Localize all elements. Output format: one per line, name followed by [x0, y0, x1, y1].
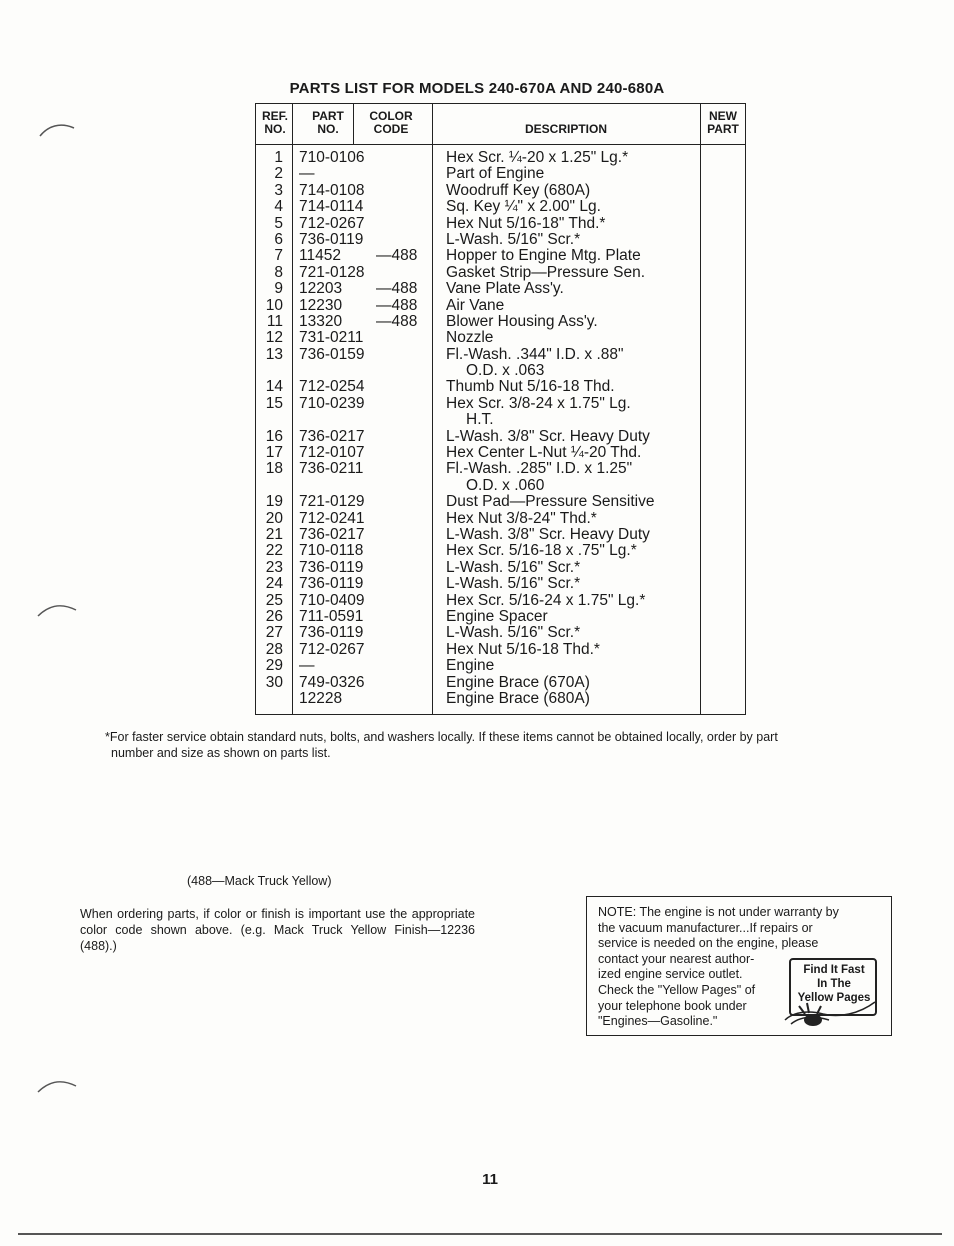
part-no-cell: 731-0211 [299, 329, 364, 347]
part-no-cell: 714-0108 [299, 181, 365, 199]
table-row [256, 625, 745, 641]
ref-no-cell: 26 [265, 607, 283, 625]
ref-no-cell: 5 [274, 214, 283, 232]
ref-no-cell: 2 [274, 165, 283, 183]
description-continuation: O.D. x .063 [466, 362, 545, 380]
description-line: Engine [446, 657, 495, 675]
ref-no-cell: 23 [265, 558, 283, 576]
part-no-cell: 736-0159 [299, 345, 365, 363]
header-color-line1: COLOR [369, 109, 413, 123]
color-code-note: (488—Mack Truck Yellow) [187, 874, 332, 888]
part-no-cell: 11452 [299, 247, 341, 265]
note-line: your telephone book under [598, 998, 747, 1013]
note-line: "Engines—Gasoline." [598, 1014, 718, 1029]
ref-no-cell: 28 [265, 640, 283, 658]
description-cell [446, 330, 493, 346]
note-line: ized engine service outlet. [598, 967, 743, 982]
description-cell [446, 216, 605, 232]
ref-no-cell: 17 [265, 444, 283, 462]
description-cell [446, 576, 580, 592]
ref-no-cell: 10 [265, 296, 283, 314]
part-no-cell: 749-0326 [299, 673, 365, 691]
part-no-cell: 736-0217 [299, 526, 365, 544]
table-row [256, 511, 745, 527]
ref-no-cell: 9 [274, 280, 283, 298]
ref-no-cell: 7 [274, 247, 283, 265]
parts-table-body [256, 150, 745, 707]
color-code-cell: —488 [376, 296, 418, 314]
color-code-cell: —488 [376, 312, 418, 330]
ref-no-cell: 27 [265, 624, 283, 642]
part-no-cell: 712-0267 [299, 214, 365, 232]
part-no-cell: 710-0409 [299, 591, 365, 609]
header-description: DESCRIPTION [524, 122, 607, 136]
part-no-cell: 736-0119 [299, 624, 364, 642]
table-row [256, 576, 745, 592]
description-cell [446, 396, 631, 429]
ref-no-cell: 24 [265, 575, 283, 593]
ref-no-cell: 16 [265, 427, 283, 445]
ref-no-cell: 6 [274, 230, 283, 248]
header-part-no [298, 110, 358, 136]
description-line: Engine Brace (680A) [446, 689, 590, 707]
description-line: Part of Engine [446, 165, 545, 183]
description-cell [446, 199, 601, 215]
description-line: Dust Pad—Pressure Sensitive [446, 493, 655, 511]
footnote-line: number and size as shown on parts list. [111, 745, 331, 760]
table-row [256, 347, 745, 380]
description-cell [446, 527, 650, 543]
table-row [256, 527, 745, 543]
table-row [256, 314, 745, 330]
description-cell [446, 593, 645, 609]
description-line: Gasket Strip—Pressure Sen. [446, 263, 645, 281]
note-line: contact your nearest author- [598, 951, 755, 966]
header-divider [256, 144, 745, 145]
description-line: Hex Scr. 5/16-24 x 1.75" Lg.* [446, 591, 646, 609]
header-new-line2: PART [707, 122, 739, 136]
part-no-cell: 736-0217 [299, 427, 365, 445]
header-ref-line1: REF. [261, 109, 288, 123]
ref-no-cell: 3 [274, 181, 283, 199]
description-line: Fl.-Wash. .285" I.D. x 1.25" [446, 460, 633, 478]
hole-punch-mark [36, 600, 80, 620]
part-no-cell: 711-0591 [299, 607, 364, 625]
hole-punch-mark [36, 1076, 80, 1096]
ref-no-cell: 19 [265, 493, 283, 511]
description-line: Engine Brace (670A) [446, 673, 590, 691]
yellow-pages-logo [789, 958, 880, 1024]
description-line: Hex Nut 3/8-24" Thd.* [446, 509, 597, 527]
ref-no-cell: 18 [265, 460, 283, 478]
table-row [256, 461, 745, 494]
table-row [256, 560, 745, 576]
description-line: L-Wash. 3/8" Scr. Heavy Duty [446, 427, 650, 445]
description-cell [446, 658, 494, 674]
part-no-cell: 736-0119 [299, 558, 364, 576]
color-code-cell: —488 [376, 247, 418, 265]
note-line: service is needed on the engine, please [598, 936, 819, 951]
header-color-code [356, 110, 426, 136]
table-row [256, 330, 745, 346]
part-no-cell: 710-0239 [299, 394, 365, 412]
table-row [256, 265, 745, 281]
logo-line: Find It Fast [803, 964, 865, 976]
description-cell [446, 560, 580, 576]
part-no-cell: — [299, 165, 315, 183]
description-continuation: H.T. [466, 411, 494, 429]
footnote [105, 730, 885, 761]
part-no-cell: 710-0106 [299, 149, 365, 166]
table-row [256, 429, 745, 445]
table-row [256, 658, 745, 674]
header-new-line1: NEW [709, 109, 737, 123]
bottom-rule [18, 1233, 942, 1235]
description-line: Nozzle [446, 329, 494, 347]
ref-no-cell: 20 [265, 509, 283, 527]
description-line: L-Wash. 5/16" Scr.* [446, 558, 581, 576]
part-no-cell: 721-0128 [299, 263, 365, 281]
part-no-cell: 721-0129 [299, 493, 365, 511]
part-no-cell: 712-0107 [299, 444, 365, 462]
hole-punch-mark [38, 120, 78, 140]
engine-warranty-note [586, 896, 892, 1036]
table-row [256, 445, 745, 461]
header-ref-line2: NO. [264, 122, 286, 136]
table-row [256, 543, 745, 559]
part-no-cell: — [299, 657, 315, 675]
table-row [256, 183, 745, 199]
parts-table [255, 103, 746, 715]
description-line: Fl.-Wash. .344" I.D. x .88" [446, 345, 624, 363]
part-no-cell: 736-0211 [299, 460, 364, 478]
table-row [256, 675, 745, 691]
table-row [256, 609, 745, 625]
header-part-line2: NO. [317, 122, 339, 136]
color-code-cell: —488 [376, 280, 418, 298]
description-line: Thumb Nut 5/16-18 Thd. [446, 378, 615, 396]
description-line: Blower Housing Ass'y. [446, 312, 598, 330]
description-cell [446, 675, 590, 691]
table-row [256, 199, 745, 215]
description-cell [446, 445, 641, 461]
description-cell [446, 691, 590, 707]
page-title: PARTS LIST FOR MODELS 240-670A AND 240-680A [289, 80, 665, 97]
table-row [256, 691, 745, 707]
description-line: Hex Nut 5/16-18" Thd.* [446, 214, 606, 232]
description-cell [446, 265, 645, 281]
ref-no-cell: 11 [266, 312, 283, 330]
description-line: Air Vane [446, 296, 505, 314]
table-row [256, 150, 745, 166]
ordering-note: When ordering parts, if color or finish is important use the appropriate color code shown above. (e.g. Mack Truck Yellow Finish—12236 (488).) [80, 907, 475, 953]
table-row [256, 642, 745, 658]
description-cell [446, 183, 590, 199]
ref-no-cell: 25 [265, 591, 283, 609]
page-number: 11 [482, 1171, 498, 1188]
description-line: Hopper to Engine Mtg. Plate [446, 247, 641, 265]
description-line: L-Wash. 3/8" Scr. Heavy Duty [446, 526, 650, 544]
part-no-cell: 12228 [299, 689, 343, 707]
description-cell [446, 248, 641, 264]
description-cell [446, 232, 580, 248]
description-continuation: O.D. x .060 [466, 476, 545, 494]
description-cell [446, 642, 600, 658]
description-cell [446, 429, 650, 445]
ref-no-cell: 30 [265, 673, 283, 691]
table-row [256, 593, 745, 609]
header-color-line2: CODE [373, 122, 409, 136]
logo-line: In The [817, 978, 851, 990]
description-cell [446, 347, 624, 380]
description-cell [446, 511, 597, 527]
description-line: L-Wash. 5/16" Scr.* [446, 575, 581, 593]
note-line: the vacuum manufacturer...If repairs or [598, 920, 813, 935]
footnote-line: *For faster service obtain standard nuts, bolts, and washers locally. If these items cannot be obtained locally, order by part [105, 730, 778, 744]
table-row [256, 298, 745, 314]
description-line: Hex Center L-Nut ¼-20 Thd. [446, 444, 642, 462]
ref-no-cell: 29 [265, 657, 283, 675]
description-line: Woodruff Key (680A) [446, 181, 591, 199]
description-cell [446, 298, 504, 314]
description-line: Hex Nut 5/16-18 Thd.* [446, 640, 600, 658]
ref-no-cell: 1 [274, 149, 283, 166]
description-line: Hex Scr. 5/16-18 x .75" Lg.* [446, 542, 637, 560]
description-cell [446, 281, 564, 297]
description-cell [446, 461, 632, 494]
part-no-cell: 712-0267 [299, 640, 365, 658]
part-no-cell: 712-0241 [299, 509, 365, 527]
note-line: NOTE: The engine is not under warranty by [598, 905, 839, 919]
ref-no-cell: 15 [265, 394, 283, 412]
table-row [256, 281, 745, 297]
logo-line: Yellow Pages [797, 992, 871, 1004]
table-row [256, 248, 745, 264]
description-cell [446, 150, 628, 166]
description-cell [446, 494, 654, 510]
description-cell [446, 609, 548, 625]
table-row [256, 379, 745, 395]
description-cell [446, 166, 544, 182]
part-no-cell: 714-0114 [299, 198, 364, 216]
ref-no-cell: 14 [265, 378, 283, 396]
description-line: Engine Spacer [446, 607, 548, 625]
description-cell [446, 543, 637, 559]
description-cell [446, 314, 598, 330]
ref-no-cell: 13 [265, 345, 283, 363]
table-row [256, 216, 745, 232]
header-ref-no [258, 110, 292, 136]
description-line: L-Wash. 5/16" Scr.* [446, 230, 581, 248]
walking-fingers-icon [779, 994, 879, 1030]
table-row [256, 494, 745, 510]
description-line: L-Wash. 5/16" Scr.* [446, 624, 581, 642]
part-no-cell: 710-0118 [299, 542, 364, 560]
ref-no-cell: 8 [274, 263, 283, 281]
table-row [256, 396, 745, 429]
header-new-part [700, 110, 746, 136]
description-line: Hex Scr. 3/8-24 x 1.75" Lg. [446, 394, 631, 412]
note-line: Check the "Yellow Pages" of [598, 982, 756, 997]
description-line: Sq. Key ¼" x 2.00" Lg. [446, 198, 601, 216]
part-no-cell: 13320 [299, 312, 343, 330]
description-cell [446, 625, 580, 641]
table-row [256, 166, 745, 182]
part-no-cell: 736-0119 [299, 575, 364, 593]
description-line: Vane Plate Ass'y. [446, 280, 564, 298]
ref-no-cell: 21 [265, 526, 283, 544]
ref-no-cell: 4 [274, 198, 283, 216]
part-no-cell: 712-0254 [299, 378, 365, 396]
part-no-cell: 12230 [299, 296, 343, 314]
description-line: Hex Scr. ¼-20 x 1.25" Lg.* [446, 149, 629, 166]
part-no-cell: 736-0119 [299, 230, 364, 248]
part-no-cell: 12203 [299, 280, 343, 298]
header-part-line1: PART [312, 109, 344, 123]
ref-no-cell: 12 [265, 329, 283, 347]
ref-no-cell: 22 [265, 542, 283, 560]
table-row [256, 232, 745, 248]
description-cell [446, 379, 615, 395]
